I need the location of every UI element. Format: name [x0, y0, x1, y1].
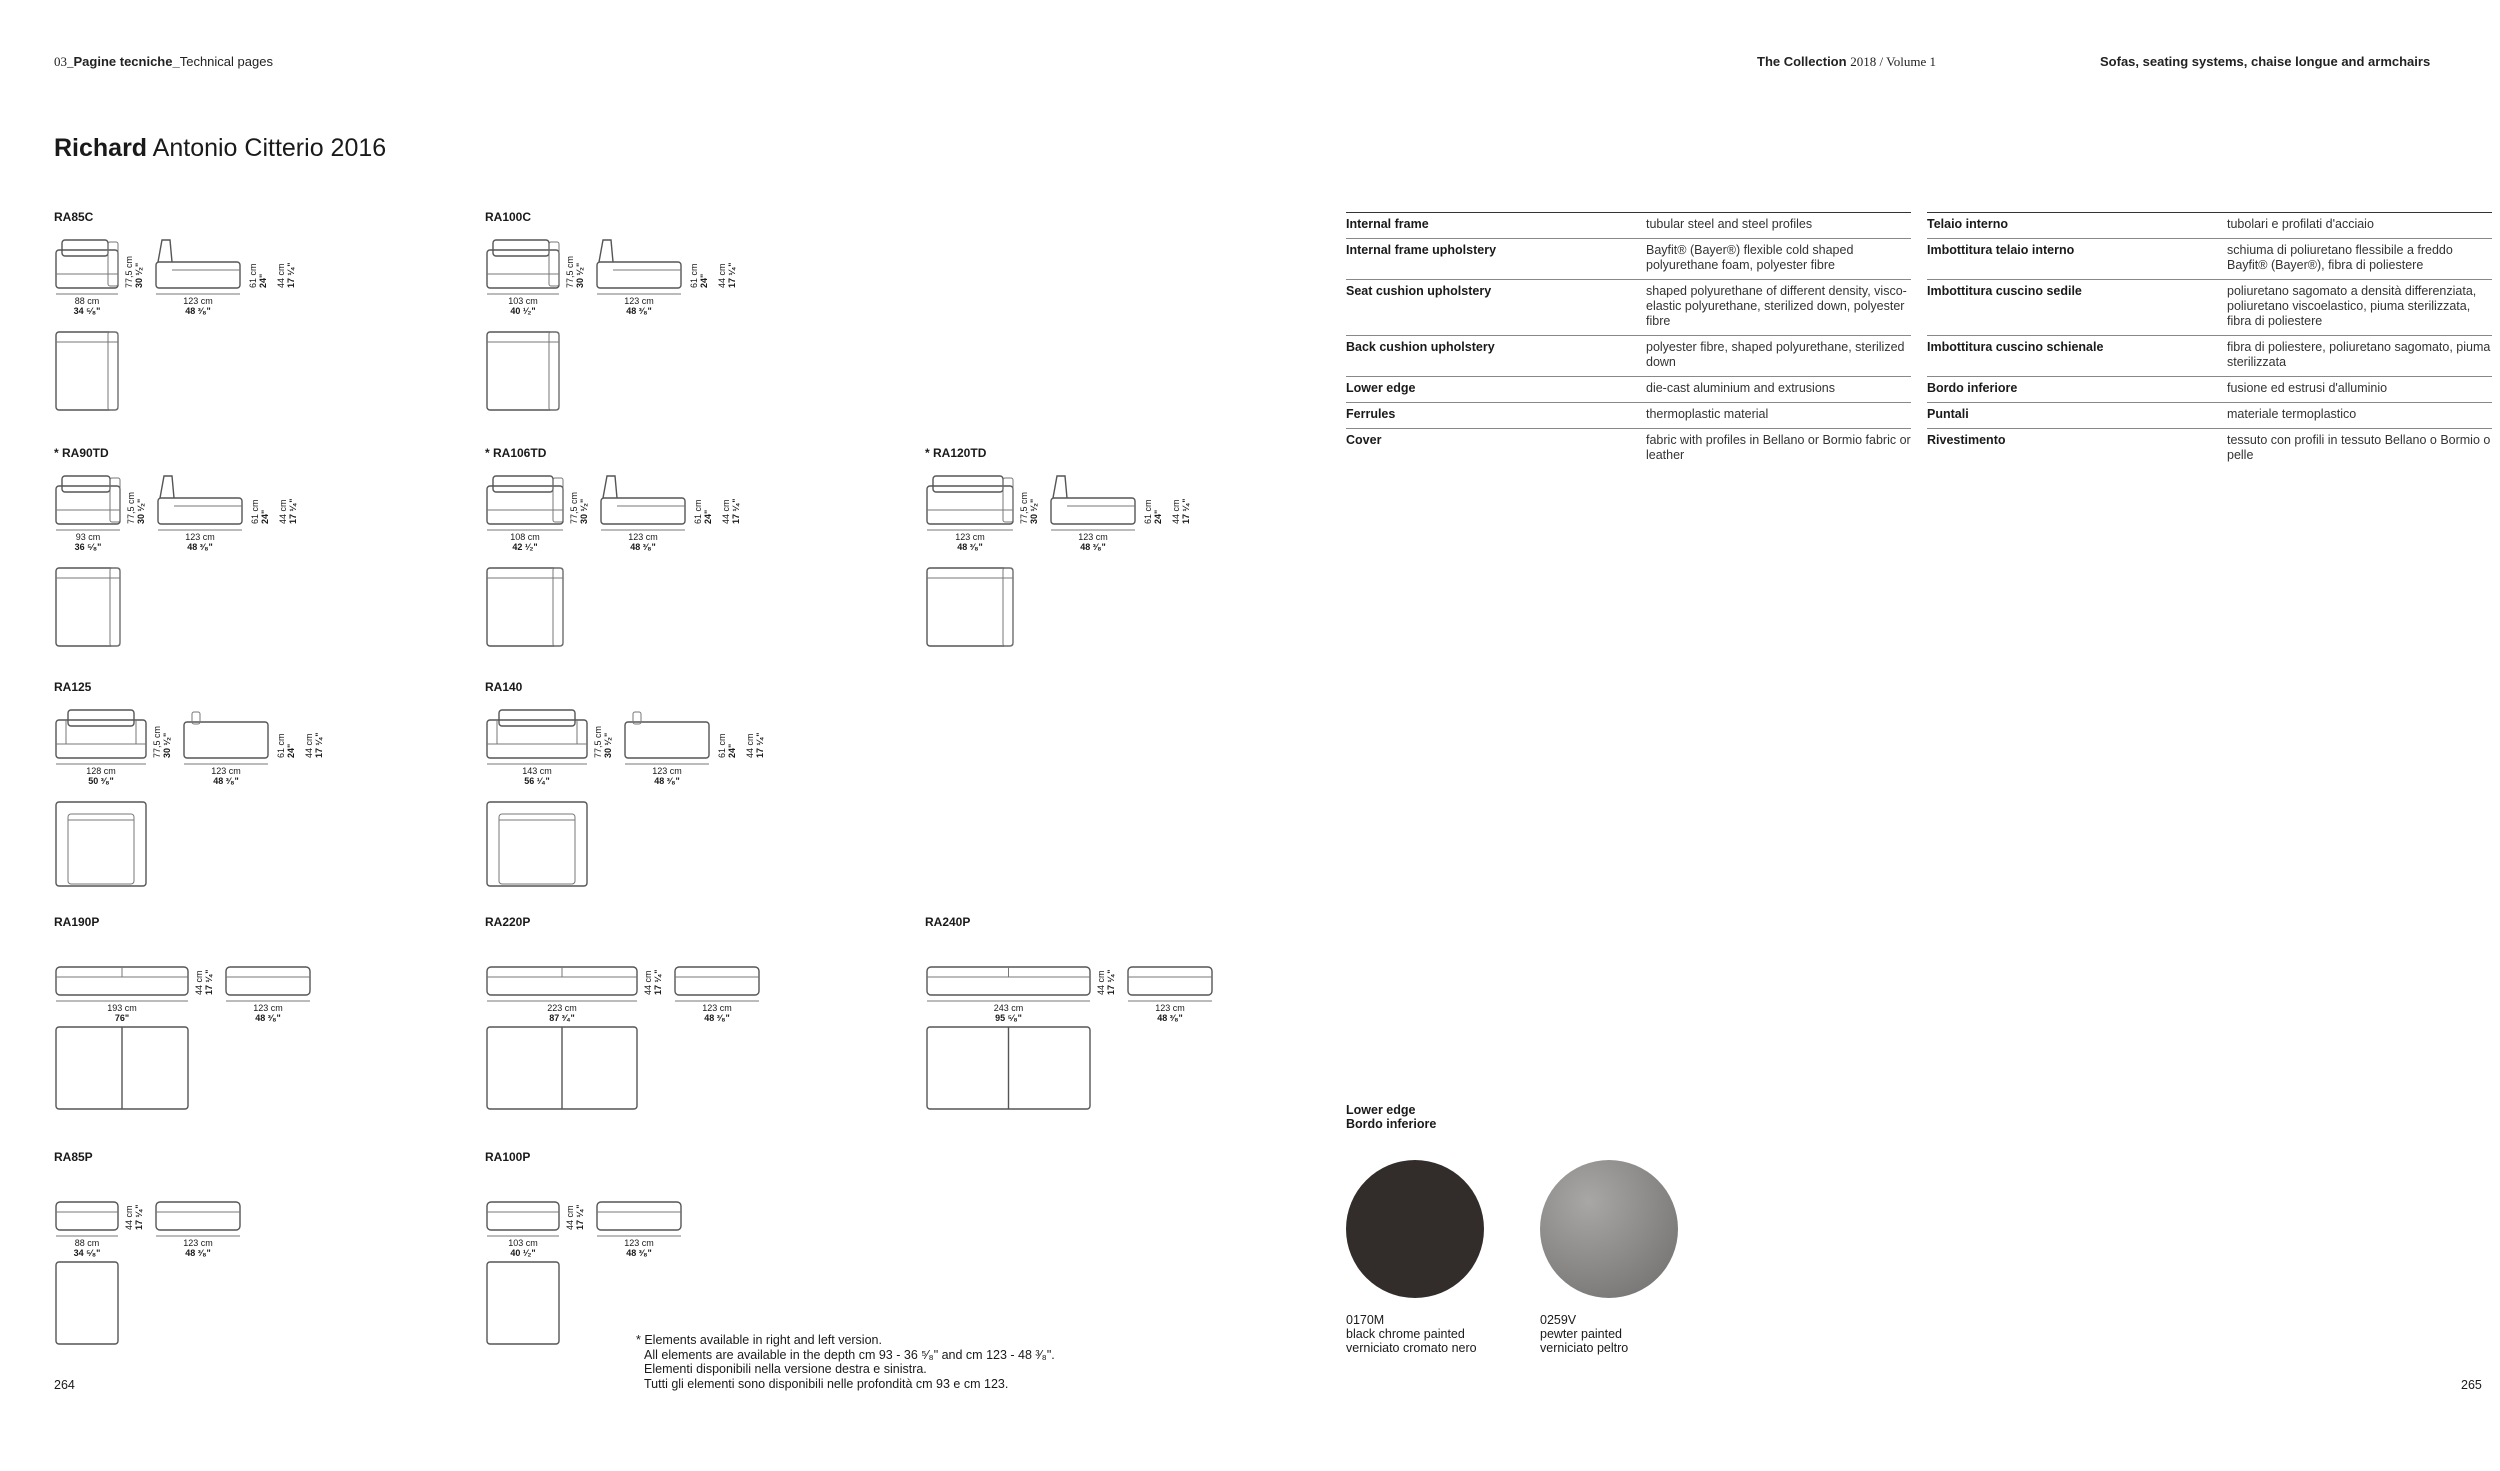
height-dimension — [126, 492, 146, 524]
spec-value: fibra di poliestere, poliuretano sagomato, piuma sterilizzata — [2227, 336, 2492, 377]
spec-value: polyester fibre, shaped polyurethane, sterilized down — [1646, 336, 1911, 377]
height-inches: 30 ¹⁄₂" — [603, 732, 613, 758]
height-inches: 17 ¹⁄₄" — [1106, 969, 1116, 995]
depth-cm: 123 cm — [1078, 532, 1108, 542]
width-cm: 88 cm — [74, 1238, 100, 1248]
finish-label-0259V: 0259V pewter painted verniciato peltro — [1540, 1313, 1629, 1355]
depth-cm: 123 cm — [624, 296, 654, 306]
element-drawing — [485, 915, 905, 1135]
spec-table-en — [1346, 212, 1911, 469]
height-dimension — [565, 256, 585, 288]
spec-label: Bordo inferiore — [1927, 377, 2227, 403]
arm-height-dimension — [276, 733, 296, 758]
spec-value: fusione ed estrusi d'alluminio — [2227, 377, 2492, 403]
width-dimension — [512, 1003, 612, 1023]
spec-row — [1346, 336, 1911, 377]
element-drawing — [54, 915, 474, 1135]
width-cm: 143 cm — [522, 766, 552, 776]
depth-cm: 123 cm — [1155, 1003, 1185, 1013]
height-cm: 61 cm — [717, 733, 727, 758]
depth-cm: 123 cm — [211, 766, 241, 776]
width-inches: 95 ⁵⁄₈" — [995, 1013, 1022, 1023]
finish-swatch-black-chrome — [1346, 1160, 1484, 1298]
seat-height-dimension — [1171, 498, 1191, 524]
width-inches: 56 ¹⁄₄" — [524, 776, 550, 786]
depth-dimension — [1043, 532, 1143, 552]
depth-inches: 48 ³⁄₈" — [704, 1013, 730, 1023]
height-cm: 44 cm — [565, 1205, 575, 1230]
width-cm: 123 cm — [955, 532, 985, 542]
height-inches: 17 ¹⁄₄" — [286, 262, 296, 288]
spec-label: Ferrules — [1346, 403, 1646, 429]
spec-row — [1346, 239, 1911, 280]
spec-value: fabric with profiles in Bellano or Bormio fabric or leather — [1646, 429, 1911, 470]
arm-height-dimension — [1143, 499, 1163, 524]
depth-inches: 48 ³⁄₈" — [213, 776, 239, 786]
width-dimension — [487, 766, 587, 786]
spec-label: Imbottitura cuscino schienale — [1927, 336, 2227, 377]
height-inches: 17 ¹⁄₄" — [727, 262, 737, 288]
element-block — [54, 446, 474, 666]
height-inches: 30 ¹⁄₂" — [1029, 498, 1039, 524]
spec-value: tubular steel and steel profiles — [1646, 213, 1911, 239]
depth-inches: 48 ³⁄₈" — [255, 1013, 281, 1023]
spec-row — [1346, 403, 1911, 429]
width-dimension — [473, 296, 573, 316]
element-code: RA100C — [485, 210, 532, 224]
element-block — [54, 1150, 474, 1370]
height-cm: 61 cm — [689, 263, 699, 288]
element-code: * RA120TD — [925, 446, 987, 460]
spec-row — [1927, 239, 2492, 280]
spec-value: thermoplastic material — [1646, 403, 1911, 429]
height-inches: 17 ¹⁄₄" — [575, 1204, 585, 1230]
spec-value: poliuretano sagomato a densità differenziata, poliuretano viscoelastico, piuma sterilizzata, fibra di poliestere — [2227, 280, 2492, 336]
width-cm: 108 cm — [510, 532, 540, 542]
width-inches: 76" — [114, 1013, 130, 1023]
width-inches: 34 ⁵⁄₈" — [73, 306, 101, 316]
depth-dimension — [617, 766, 717, 786]
height-inches: 30 ¹⁄₂" — [134, 262, 144, 288]
height-cm: 44 cm — [717, 263, 727, 288]
height-cm: 44 cm — [1096, 970, 1106, 995]
element-drawing — [485, 210, 905, 430]
depth-cm: 123 cm — [253, 1003, 283, 1013]
height-cm: 61 cm — [248, 263, 258, 288]
depth-inches: 48 ³⁄₈" — [185, 1248, 211, 1258]
height-inches: 24" — [260, 509, 270, 524]
seat-height-dimension — [717, 262, 737, 288]
seat-height-dimension — [124, 1204, 144, 1230]
height-cm: 44 cm — [304, 733, 314, 758]
width-inches: 87 ³⁄₄" — [549, 1013, 575, 1023]
seat-height-dimension — [721, 498, 741, 524]
width-dimension — [72, 1003, 172, 1023]
spec-value: tessuto con profili in tessuto Bellano o Bormio o pelle — [2227, 429, 2492, 470]
depth-inches: 48 ³⁄₈" — [626, 306, 652, 316]
spec-label: Seat cushion upholstery — [1346, 280, 1646, 336]
arm-height-dimension — [250, 499, 270, 524]
spec-label: Back cushion upholstery — [1346, 336, 1646, 377]
width-inches: 34 ⁵⁄₈" — [73, 1248, 101, 1258]
depth-dimension — [148, 1238, 248, 1258]
spec-row — [1346, 429, 1911, 470]
width-dimension — [959, 1003, 1059, 1023]
element-block — [54, 210, 474, 430]
element-block — [925, 915, 1345, 1135]
height-cm: 44 cm — [1171, 499, 1181, 524]
height-inches: 17 ¹⁄₄" — [1181, 498, 1191, 524]
width-dimension — [475, 532, 575, 552]
lower-edge-title: Lower edge Bordo inferiore — [1346, 1103, 1437, 1131]
depth-dimension — [589, 296, 689, 316]
depth-dimension — [1120, 1003, 1220, 1023]
width-cm: 103 cm — [508, 1238, 538, 1248]
width-inches: 36 ⁵⁄₈" — [74, 542, 102, 552]
depth-inches: 48 ³⁄₈" — [1157, 1013, 1183, 1023]
height-inches: 24" — [727, 743, 737, 758]
element-drawing — [485, 446, 905, 666]
spec-value: shaped polyurethane of different density, visco-elastic polyurethane, sterilized down, polyester fibre — [1646, 280, 1911, 336]
element-drawing — [54, 1150, 474, 1370]
height-inches: 17 ¹⁄₄" — [314, 732, 324, 758]
element-code: * RA90TD — [54, 446, 109, 460]
spec-label: Lower edge — [1346, 377, 1646, 403]
element-code: RA100P — [485, 1150, 531, 1164]
arm-height-dimension — [693, 499, 713, 524]
depth-inches: 48 ³⁄₈" — [654, 776, 680, 786]
height-cm: 44 cm — [194, 970, 204, 995]
depth-dimension — [667, 1003, 767, 1023]
spec-row — [1927, 377, 2492, 403]
width-cm: 103 cm — [508, 296, 538, 306]
category-header: Sofas, seating systems, chaise longue and armchairs — [2100, 54, 2431, 69]
element-drawing — [54, 680, 474, 900]
height-dimension — [569, 492, 589, 524]
collection-header: The Collection 2018 / Volume 1 — [1757, 54, 1937, 69]
height-inches: 24" — [699, 273, 709, 288]
width-dimension — [920, 532, 1020, 552]
spec-label: Internal frame upholstery — [1346, 239, 1646, 280]
height-inches: 24" — [286, 743, 296, 758]
element-block — [54, 915, 474, 1135]
depth-dimension — [218, 1003, 318, 1023]
height-cm: 44 cm — [124, 1205, 134, 1230]
depth-inches: 48 ³⁄₈" — [187, 542, 213, 552]
spec-label: Cover — [1346, 429, 1646, 470]
height-inches: 24" — [258, 273, 268, 288]
element-block — [54, 680, 474, 900]
spec-row — [1927, 336, 2492, 377]
width-dimension — [38, 532, 138, 552]
depth-inches: 48 ³⁄₈" — [185, 306, 211, 316]
height-cm: 77,5 cm — [565, 255, 575, 288]
spec-row — [1927, 213, 2492, 239]
element-drawing — [485, 680, 905, 900]
height-cm: 44 cm — [745, 733, 755, 758]
height-dimension — [1019, 492, 1039, 524]
height-cm: 44 cm — [276, 263, 286, 288]
height-cm: 77,5 cm — [152, 725, 162, 758]
element-code: RA85C — [54, 210, 94, 224]
arm-height-dimension — [717, 733, 737, 758]
seat-height-dimension — [643, 969, 663, 995]
element-drawing — [925, 446, 1345, 666]
spec-row — [1927, 280, 2492, 336]
width-cm: 243 cm — [993, 1003, 1024, 1013]
width-dimension — [51, 766, 151, 786]
spec-row — [1927, 429, 2492, 470]
spec-row — [1927, 403, 2492, 429]
spec-row — [1346, 377, 1911, 403]
depth-cm: 123 cm — [652, 766, 682, 776]
arm-height-dimension — [689, 263, 709, 288]
width-cm: 88 cm — [74, 296, 100, 306]
height-inches: 17 ¹⁄₄" — [288, 498, 298, 524]
element-block — [485, 446, 905, 666]
height-inches: 17 ¹⁄₄" — [653, 969, 663, 995]
depth-cm: 123 cm — [628, 532, 658, 542]
depth-cm: 123 cm — [183, 296, 213, 306]
seat-height-dimension — [1096, 969, 1116, 995]
height-inches: 17 ¹⁄₄" — [204, 969, 214, 995]
width-inches: 48 ³⁄₈" — [957, 542, 983, 552]
element-drawing — [54, 446, 474, 666]
spec-row — [1346, 213, 1911, 239]
element-code: * RA106TD — [485, 446, 547, 460]
seat-height-dimension — [304, 732, 324, 758]
height-inches: 30 ¹⁄₂" — [575, 262, 585, 288]
seat-height-dimension — [745, 732, 765, 758]
width-inches: 40 ¹⁄₂" — [510, 306, 536, 316]
height-inches: 30 ¹⁄₂" — [579, 498, 589, 524]
section-header: 03_Pagine tecniche_Technical pages — [54, 54, 273, 69]
element-code: RA125 — [54, 680, 92, 694]
seat-height-dimension — [276, 262, 296, 288]
element-drawing — [925, 915, 1345, 1135]
element-code: RA85P — [54, 1150, 93, 1164]
element-block — [925, 446, 1345, 666]
height-cm: 61 cm — [1143, 499, 1153, 524]
footnote: * Elements available in right and left version. All elements are available in the depth cm 93 - 36 ⁵⁄₈" and cm 123 - 48 ³⁄₈". Elementi disponibili nella versione destra e sinistra. Tutti gli elementi sono disponibili nelle profondità cm 93 e cm 123. — [636, 1333, 1055, 1391]
height-inches: 17 ¹⁄₄" — [134, 1204, 144, 1230]
spec-label: Imbottitura cuscino sedile — [1927, 280, 2227, 336]
height-inches: 17 ¹⁄₄" — [755, 732, 765, 758]
height-dimension — [124, 256, 144, 288]
element-block — [485, 680, 905, 900]
height-inches: 30 ¹⁄₂" — [162, 732, 172, 758]
depth-dimension — [176, 766, 276, 786]
depth-dimension — [589, 1238, 689, 1258]
depth-cm: 123 cm — [702, 1003, 732, 1013]
height-cm: 77,5 cm — [126, 491, 136, 524]
depth-dimension — [148, 296, 248, 316]
spec-label: Puntali — [1927, 403, 2227, 429]
finish-label-0170M: 0170M black chrome painted verniciato cromato nero — [1346, 1313, 1477, 1355]
element-code: RA240P — [925, 915, 971, 929]
spec-table-it — [1927, 212, 2492, 469]
depth-inches: 48 ³⁄₈" — [626, 1248, 652, 1258]
seat-height-dimension — [278, 498, 298, 524]
height-inches: 30 ¹⁄₂" — [136, 498, 146, 524]
spec-label: Rivestimento — [1927, 429, 2227, 470]
finish-swatch-pewter — [1540, 1160, 1678, 1298]
spec-value: Bayfit® (Bayer®) flexible cold shaped polyurethane foam, polyester fibre — [1646, 239, 1911, 280]
height-cm: 77,5 cm — [593, 725, 603, 758]
height-cm: 44 cm — [278, 499, 288, 524]
depth-inches: 48 ³⁄₈" — [630, 542, 656, 552]
spec-label: Imbottitura telaio interno — [1927, 239, 2227, 280]
seat-height-dimension — [565, 1204, 585, 1230]
spec-label: Telaio interno — [1927, 213, 2227, 239]
height-inches: 24" — [703, 509, 713, 524]
seat-height-dimension — [194, 969, 214, 995]
height-cm: 61 cm — [693, 499, 703, 524]
spec-label: Internal frame — [1346, 213, 1646, 239]
depth-dimension — [593, 532, 693, 552]
height-cm: 77,5 cm — [569, 491, 579, 524]
page-number-right: 265 — [2461, 1378, 2482, 1392]
height-cm: 44 cm — [643, 970, 653, 995]
width-cm: 93 cm — [75, 532, 101, 542]
width-dimension — [473, 1238, 573, 1258]
height-cm: 44 cm — [721, 499, 731, 524]
depth-cm: 123 cm — [624, 1238, 654, 1248]
depth-cm: 123 cm — [183, 1238, 213, 1248]
height-cm: 61 cm — [276, 733, 286, 758]
width-cm: 128 cm — [86, 766, 116, 776]
depth-cm: 123 cm — [185, 532, 215, 542]
width-dimension — [37, 296, 137, 316]
height-dimension — [152, 726, 172, 758]
element-block — [485, 915, 905, 1135]
arm-height-dimension — [248, 263, 268, 288]
spec-value: materiale termoplastico — [2227, 403, 2492, 429]
height-dimension — [593, 726, 613, 758]
element-code: RA190P — [54, 915, 100, 929]
height-inches: 24" — [1153, 509, 1163, 524]
height-cm: 77,5 cm — [124, 255, 134, 288]
width-inches: 50 ³⁄₈" — [88, 776, 114, 786]
spec-value: schiuma di poliuretano flessibile a freddo Bayfit® (Bayer®), fibra di poliestere — [2227, 239, 2492, 280]
width-dimension — [37, 1238, 137, 1258]
element-code: RA220P — [485, 915, 531, 929]
width-cm: 193 cm — [107, 1003, 137, 1013]
element-code: RA140 — [485, 680, 523, 694]
height-inches: 17 ¹⁄₄" — [731, 498, 741, 524]
depth-dimension — [150, 532, 250, 552]
spec-value: tubolari e profilati d'acciaio — [2227, 213, 2492, 239]
element-drawing — [54, 210, 474, 430]
element-block — [485, 210, 905, 430]
height-cm: 61 cm — [250, 499, 260, 524]
height-cm: 77,5 cm — [1019, 491, 1029, 524]
depth-inches: 48 ³⁄₈" — [1080, 542, 1106, 552]
spec-row — [1346, 280, 1911, 336]
width-inches: 42 ¹⁄₂" — [512, 542, 538, 552]
page-number-left: 264 — [54, 1378, 75, 1392]
width-inches: 40 ¹⁄₂" — [510, 1248, 536, 1258]
page-title: Richard Antonio Citterio 2016 — [54, 134, 387, 162]
width-cm: 223 cm — [547, 1003, 577, 1013]
spec-value: die-cast aluminium and extrusions — [1646, 377, 1911, 403]
